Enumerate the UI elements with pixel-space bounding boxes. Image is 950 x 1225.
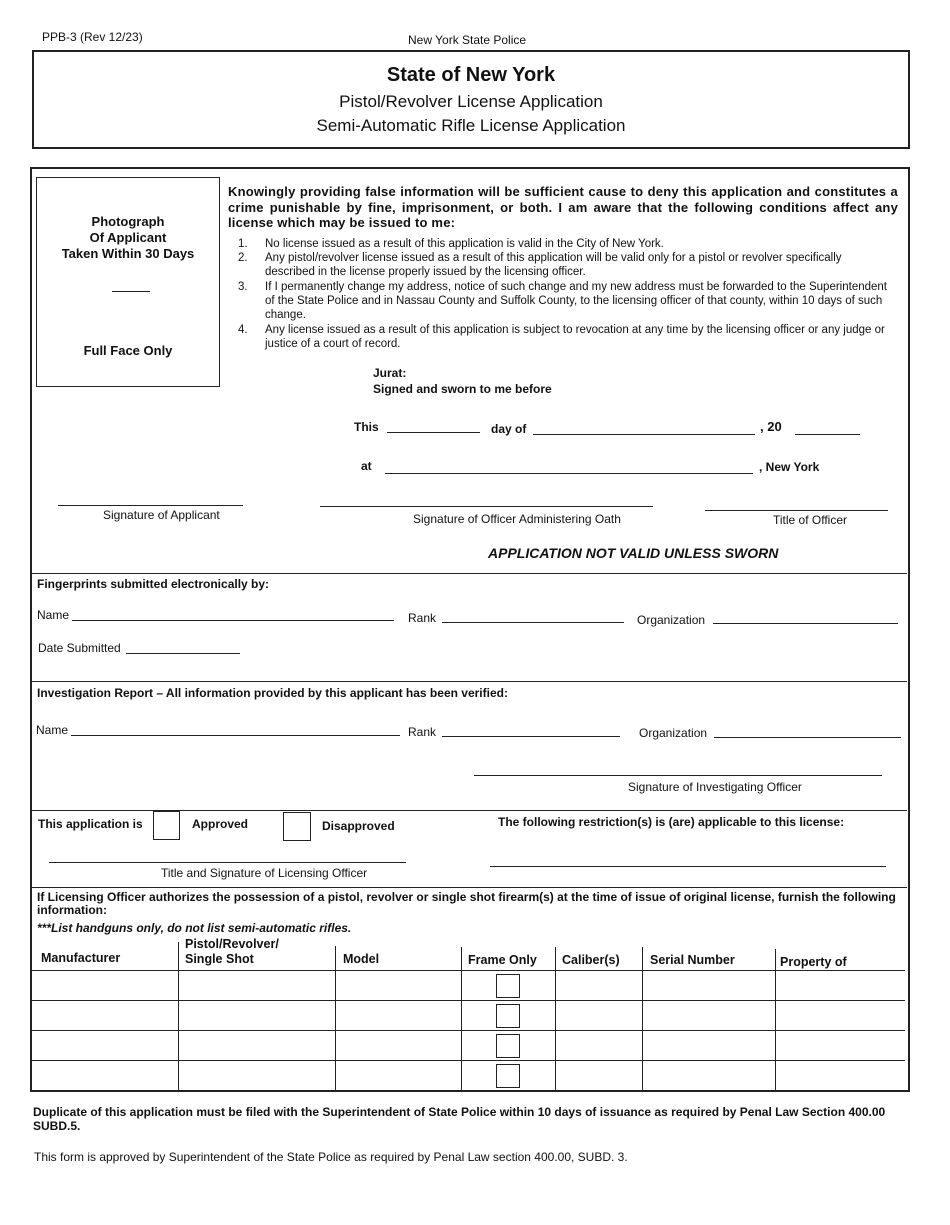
condition-text: If I permanently change my address, notice of such change and my new address must be forwarded to the Superintendent of the State Police and in Nassau County and Suffolk County, to the licensing officer of that county, within 10 days of such change. [265,281,887,321]
header-box [32,50,910,149]
type-cell[interactable] [178,1001,335,1031]
jurat-year-field[interactable] [795,434,860,435]
photo-divider [112,291,150,292]
jurat-sworn: Signed and sworn to me before [373,382,552,396]
disapproved-checkbox[interactable] [283,812,311,841]
investigation-org-field[interactable] [714,737,901,738]
serial-number-cell[interactable] [642,1031,775,1061]
condition-number: 1. [238,238,248,250]
column-divider [555,947,556,970]
table-row [30,971,905,1001]
section-divider [32,681,907,682]
jurat-month-field[interactable] [533,434,755,435]
frame-only-checkbox[interactable] [496,974,520,998]
handguns-only-note: ***List handguns only, do not list semi-automatic rifles. [37,921,352,935]
investigating-officer-signature-label: Signature of Investigating Officer [628,780,802,794]
false-information-warning: Knowingly providing false information will be sufficient cause to deny this application and constitutes a crime punishable by fine, imprisonment, or both. I am aware that the following conditions affect any license which may be issued to me: [228,184,898,230]
agency-name: New York State Police [408,33,527,47]
frame-only-cell [461,971,555,1001]
caliber-cell[interactable] [555,971,642,1001]
officer-title-label: Title of Officer [773,513,848,527]
manufacturer-cell[interactable] [30,1031,178,1061]
investigation-name-label: Name [36,723,69,737]
type-cell[interactable] [178,1031,335,1061]
model-cell[interactable] [335,1031,461,1061]
column-header-property-of: Property of [780,955,847,969]
caliber-cell[interactable] [555,1061,642,1091]
condition-number: 2. [238,252,248,264]
table-row [30,1031,905,1061]
condition-number: 3. [238,281,248,293]
condition-number: 4. [238,324,248,336]
photo-label-4: Full Face Only [83,343,173,358]
restrictions-label: The following restriction(s) is (are) applicable to this license: [498,815,845,829]
condition-text: Any pistol/revolver license issued as a result of this application will be valid only for a pistol or revolver specifically described in the license properly issued by the licensing officer. [265,252,842,278]
manufacturer-cell[interactable] [30,971,178,1001]
caliber-cell[interactable] [555,1031,642,1061]
serial-number-cell[interactable] [642,1001,775,1031]
fingerprints-org-field[interactable] [713,623,898,624]
frame-only-checkbox[interactable] [496,1004,520,1028]
frame-only-cell [461,1031,555,1061]
frame-only-checkbox[interactable] [496,1034,520,1058]
manufacturer-cell[interactable] [30,1001,178,1031]
column-header-manufacturer: Manufacturer [41,951,121,965]
frame-only-checkbox[interactable] [496,1064,520,1088]
jurat-location-field[interactable] [385,473,753,474]
model-cell[interactable] [335,1061,461,1091]
date-submitted-label: Date Submitted [38,641,121,655]
photo-label-2: Of Applicant [89,230,167,245]
approved-label: Approved [192,817,249,831]
licensing-officer-signature-label: Title and Signature of Licensing Officer [161,866,368,880]
jurat-at-label: at [361,459,372,473]
column-header-model: Model [343,952,380,966]
form-id: PPB-3 (Rev 12/23) [42,30,143,44]
firearms-intro: If Licensing Officer authorizes the possession of a pistol, revolver or single shot firearm(s) at the time of issue of original license, furnish the following information: [37,890,896,917]
fingerprints-org-label: Organization [637,613,706,627]
condition-text: Any license issued as a result of this application is subject to revocation at any time by the licensing officer or any judge or justice of a court of record. [265,324,885,350]
jurat-year-prefix: , 20 [760,419,782,434]
subtitle-rifle: Semi-Automatic Rifle License Application [316,116,626,135]
jurat-day-of-label: day of [491,422,527,436]
application-status-label: This application is [38,817,143,831]
applicant-signature-label: Signature of Applicant [103,508,220,522]
fingerprints-heading: Fingerprints submitted electronically by: [37,577,270,591]
section-divider [32,573,907,574]
fingerprints-rank-field[interactable] [442,622,624,623]
frame-only-cell [461,1001,555,1031]
type-cell[interactable] [178,971,335,1001]
column-header-serial-number: Serial Number [650,953,735,967]
investigation-heading: Investigation Report – All information provided by this applicant has been verified: [37,686,508,700]
column-divider [178,942,179,970]
photo-label-1: Photograph [91,214,165,229]
officer-title-line[interactable] [705,510,888,511]
not-valid-notice: APPLICATION NOT VALID UNLESS SWORN [488,545,779,561]
jurat-label: Jurat: [373,366,407,380]
licensing-officer-signature-line[interactable] [49,862,406,863]
subtitle-pistol: Pistol/Revolver License Application [339,92,603,111]
property-of-cell[interactable] [775,971,905,1001]
serial-number-cell[interactable] [642,971,775,1001]
investigating-officer-signature-line[interactable] [474,775,882,776]
applicant-signature-line[interactable] [58,505,243,506]
frame-only-cell [461,1061,555,1091]
column-divider [775,949,776,970]
oath-officer-signature-label: Signature of Officer Administering Oath [413,512,621,526]
firearms-table [30,970,905,1090]
jurat-new-york: , New York [759,460,820,474]
property-of-cell[interactable] [775,1061,905,1091]
approved-checkbox[interactable] [153,811,180,840]
fingerprints-name-field[interactable] [72,620,394,621]
jurat-this-label: This [354,420,379,434]
investigation-rank-label: Rank [408,725,437,739]
manufacturer-cell[interactable] [30,1061,178,1091]
serial-number-cell[interactable] [642,1061,775,1091]
investigation-org-label: Organization [639,726,708,740]
property-of-cell[interactable] [775,1031,905,1061]
condition-text: No license issued as a result of this application is valid in the City of New York. [265,238,664,250]
fingerprints-rank-label: Rank [408,611,437,625]
investigation-rank-field[interactable] [442,736,620,737]
table-row [30,1001,905,1031]
column-header-frame-only: Frame Only [468,953,537,967]
column-divider [642,947,643,970]
property-of-cell[interactable] [775,1001,905,1031]
oath-officer-signature-line[interactable] [320,506,653,507]
jurat-day-field[interactable] [387,432,480,433]
table-row [30,1061,905,1091]
section-divider [32,887,907,888]
photo-label-3: Taken Within 30 Days [61,246,195,261]
disapproved-label: Disapproved [322,819,395,833]
type-cell[interactable] [178,1061,335,1091]
photo-box [36,177,220,387]
caliber-cell[interactable] [555,1001,642,1031]
column-header-caliber: Caliber(s) [562,953,620,967]
investigation-name-field[interactable] [71,735,400,736]
column-header-type-line2: Single Shot [185,952,254,966]
model-cell[interactable] [335,971,461,1001]
model-cell[interactable] [335,1001,461,1031]
fingerprints-name-label: Name [37,608,70,622]
column-divider [461,947,462,970]
form-approval-notice: This form is approved by Superintendent of the State Police as required by Penal Law section 400.00, SUBD. 3. [34,1150,628,1164]
column-divider [335,946,336,970]
duplicate-filing-notice: Duplicate of this application must be filed with the Superintendent of State Police within 10 days of issuance as required by Penal Law Section 400.00 SUBD.5. [33,1105,886,1133]
page-title: State of New York [386,64,556,86]
restrictions-field[interactable] [490,866,886,867]
date-submitted-field[interactable] [126,653,240,654]
column-header-type-line1: Pistol/Revolver/ [185,937,279,951]
